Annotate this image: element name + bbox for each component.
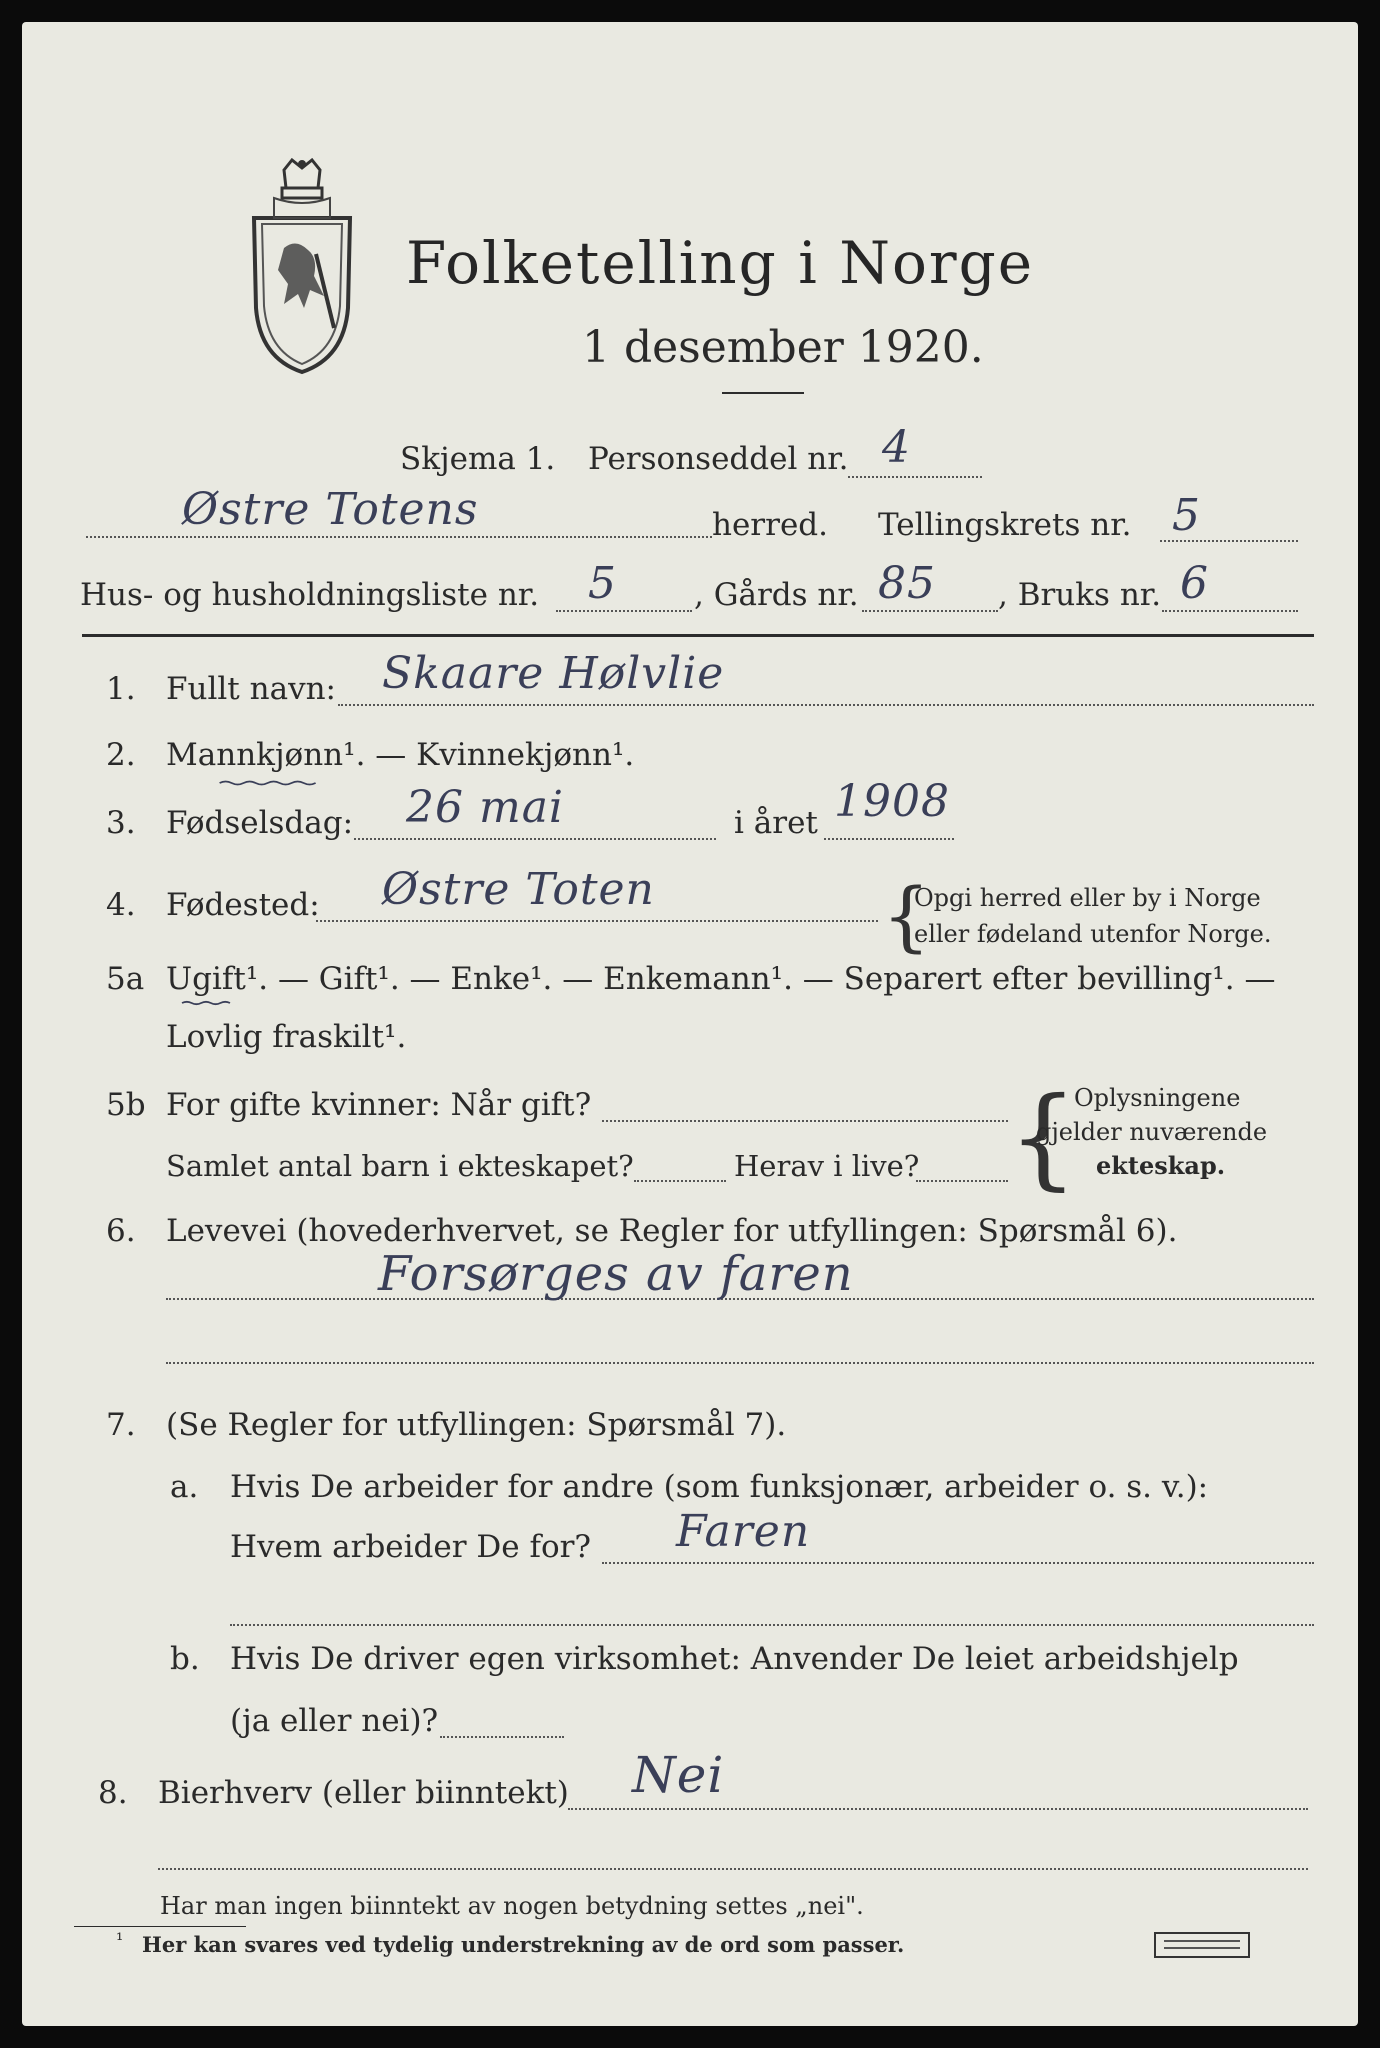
bruks-field[interactable] <box>1162 610 1298 612</box>
printer-stamp <box>1154 1932 1250 1958</box>
q8-label: Bierhverv (eller biinntekt) <box>158 1775 569 1811</box>
personseddel-field[interactable] <box>848 476 982 478</box>
hired-help-field[interactable] <box>440 1736 564 1738</box>
q5a-number: 5a <box>106 961 145 997</box>
nei-note: Har man ingen biinntekt av nogen betydning settes „nei". <box>160 1892 864 1920</box>
census-date: 1 desember 1920. <box>582 322 984 373</box>
mannkjonn-underline <box>186 780 354 786</box>
q8-number: 8. <box>98 1775 128 1811</box>
q5b-note-1: Oplysningene <box>1074 1084 1241 1112</box>
gards-label: , Gårds nr. <box>694 577 859 613</box>
personseddel-value: 4 <box>882 422 911 473</box>
children-count-field[interactable] <box>634 1180 726 1182</box>
marital-status-options[interactable]: Ugift¹. — Gift¹. — Enke¹. — Enkemann¹. — Separert efter bevilling¹. — <box>166 961 1276 997</box>
q5b-note-2: gjelder nuværende <box>1036 1118 1268 1146</box>
q7b-line2: (ja eller nei)? <box>230 1703 439 1739</box>
hus-value: 5 <box>588 558 617 609</box>
q5b-number: 5b <box>106 1087 146 1123</box>
hus-field[interactable] <box>556 610 692 612</box>
birthplace-field[interactable] <box>316 920 878 922</box>
birthplace-value: Østre Toten <box>382 864 655 915</box>
birthday-value: 26 mai <box>406 782 565 833</box>
coat-of-arms-icon <box>244 158 360 378</box>
gards-value: 85 <box>878 558 936 609</box>
q5b-brace: { <box>1008 1073 1078 1201</box>
q3-number: 3. <box>106 805 136 841</box>
side-income-field-2[interactable] <box>158 1868 1308 1870</box>
q7a-line2: Hvem arbeider De for? <box>230 1529 592 1565</box>
q7-label: (Se Regler for utfyllingen: Spørsmål 7). <box>166 1407 787 1443</box>
herred-field[interactable] <box>86 536 712 538</box>
q4-brace: { <box>882 871 931 960</box>
ugift-underline <box>166 1000 246 1006</box>
occupation-value: Forsørges av faren <box>378 1246 854 1302</box>
herred-value: Østre Totens <box>182 484 479 535</box>
birth-year-field[interactable] <box>824 838 954 840</box>
form-title: Folketelling i Norge <box>406 229 1035 297</box>
herred-label: herred. <box>712 507 828 543</box>
q6-label: Levevei (hovederhvervet, se Regler for utfyllingen: Spørsmål 6). <box>166 1213 1178 1249</box>
employer-field-2[interactable] <box>230 1624 1314 1626</box>
side-income-field[interactable] <box>568 1808 1308 1810</box>
q5b-married-label: For gifte kvinner: Når gift? <box>166 1087 592 1123</box>
census-form-sheet <box>22 22 1358 2026</box>
full-name-value: Skaare Hølvlie <box>382 648 725 699</box>
footnote-text: Her kan svares ved tydelig understrekning av de ord som passer. <box>142 1932 905 1957</box>
q4-number: 4. <box>106 887 136 923</box>
q7b-line1: Hvis De driver egen virksomhet: Anvender De leiet arbeidshjelp <box>230 1641 1239 1677</box>
tellingskrets-value: 5 <box>1172 490 1201 541</box>
q4-note-2: eller fødeland utenfor Norge. <box>914 920 1272 948</box>
occupation-field-2[interactable] <box>166 1362 1314 1364</box>
q2-number: 2. <box>106 737 136 773</box>
q1-label: Fullt navn: <box>166 671 336 707</box>
marital-status-options-2[interactable]: Lovlig fraskilt¹. <box>166 1019 407 1055</box>
bruks-value: 6 <box>1180 558 1209 609</box>
q5b-note-3: ekteskap. <box>1096 1151 1226 1180</box>
footnote-mark: ¹ <box>116 1930 124 1951</box>
q7-number: 7. <box>106 1407 136 1443</box>
employer-field[interactable] <box>602 1562 1314 1564</box>
gender-options[interactable]: Mannkjønn¹. — Kvinnekjønn¹. <box>166 737 635 773</box>
q1-number: 1. <box>106 671 136 707</box>
birth-year-value: 1908 <box>834 776 950 827</box>
birthday-field[interactable] <box>354 838 716 840</box>
bruks-label: , Bruks nr. <box>998 577 1162 613</box>
married-date-field[interactable] <box>602 1120 1008 1122</box>
hus-label: Hus- og husholdningsliste nr. <box>80 577 540 613</box>
employer-value: Faren <box>676 1506 811 1557</box>
q4-label: Fødested: <box>166 887 320 923</box>
q3-label: Fødselsdag: <box>166 805 354 841</box>
q7a-line1: Hvis De arbeider for andre (som funksjonær, arbeider o. s. v.): <box>230 1469 1209 1505</box>
full-name-field[interactable] <box>338 704 1314 706</box>
personseddel-label: Personseddel nr. <box>588 441 849 477</box>
q4-note-1: Opgi herred eller by i Norge <box>914 884 1261 912</box>
header-rule <box>82 634 1314 637</box>
side-income-value: Nei <box>632 1746 725 1804</box>
q5b-children-label: Samlet antal barn i ekteskapet? <box>166 1149 634 1183</box>
title-divider <box>722 392 804 394</box>
q5b-alive-label: Herav i live? <box>734 1149 920 1183</box>
skjema-label: Skjema 1. <box>400 441 556 477</box>
tellingskrets-label: Tellingskrets nr. <box>878 507 1132 543</box>
q7b-number: b. <box>170 1641 200 1677</box>
q7a-number: a. <box>170 1469 199 1505</box>
q6-number: 6. <box>106 1213 136 1249</box>
gards-field[interactable] <box>862 610 998 612</box>
footnote-divider <box>74 1926 246 1927</box>
children-alive-field[interactable] <box>916 1180 1008 1182</box>
birth-year-label: i året <box>734 805 818 841</box>
